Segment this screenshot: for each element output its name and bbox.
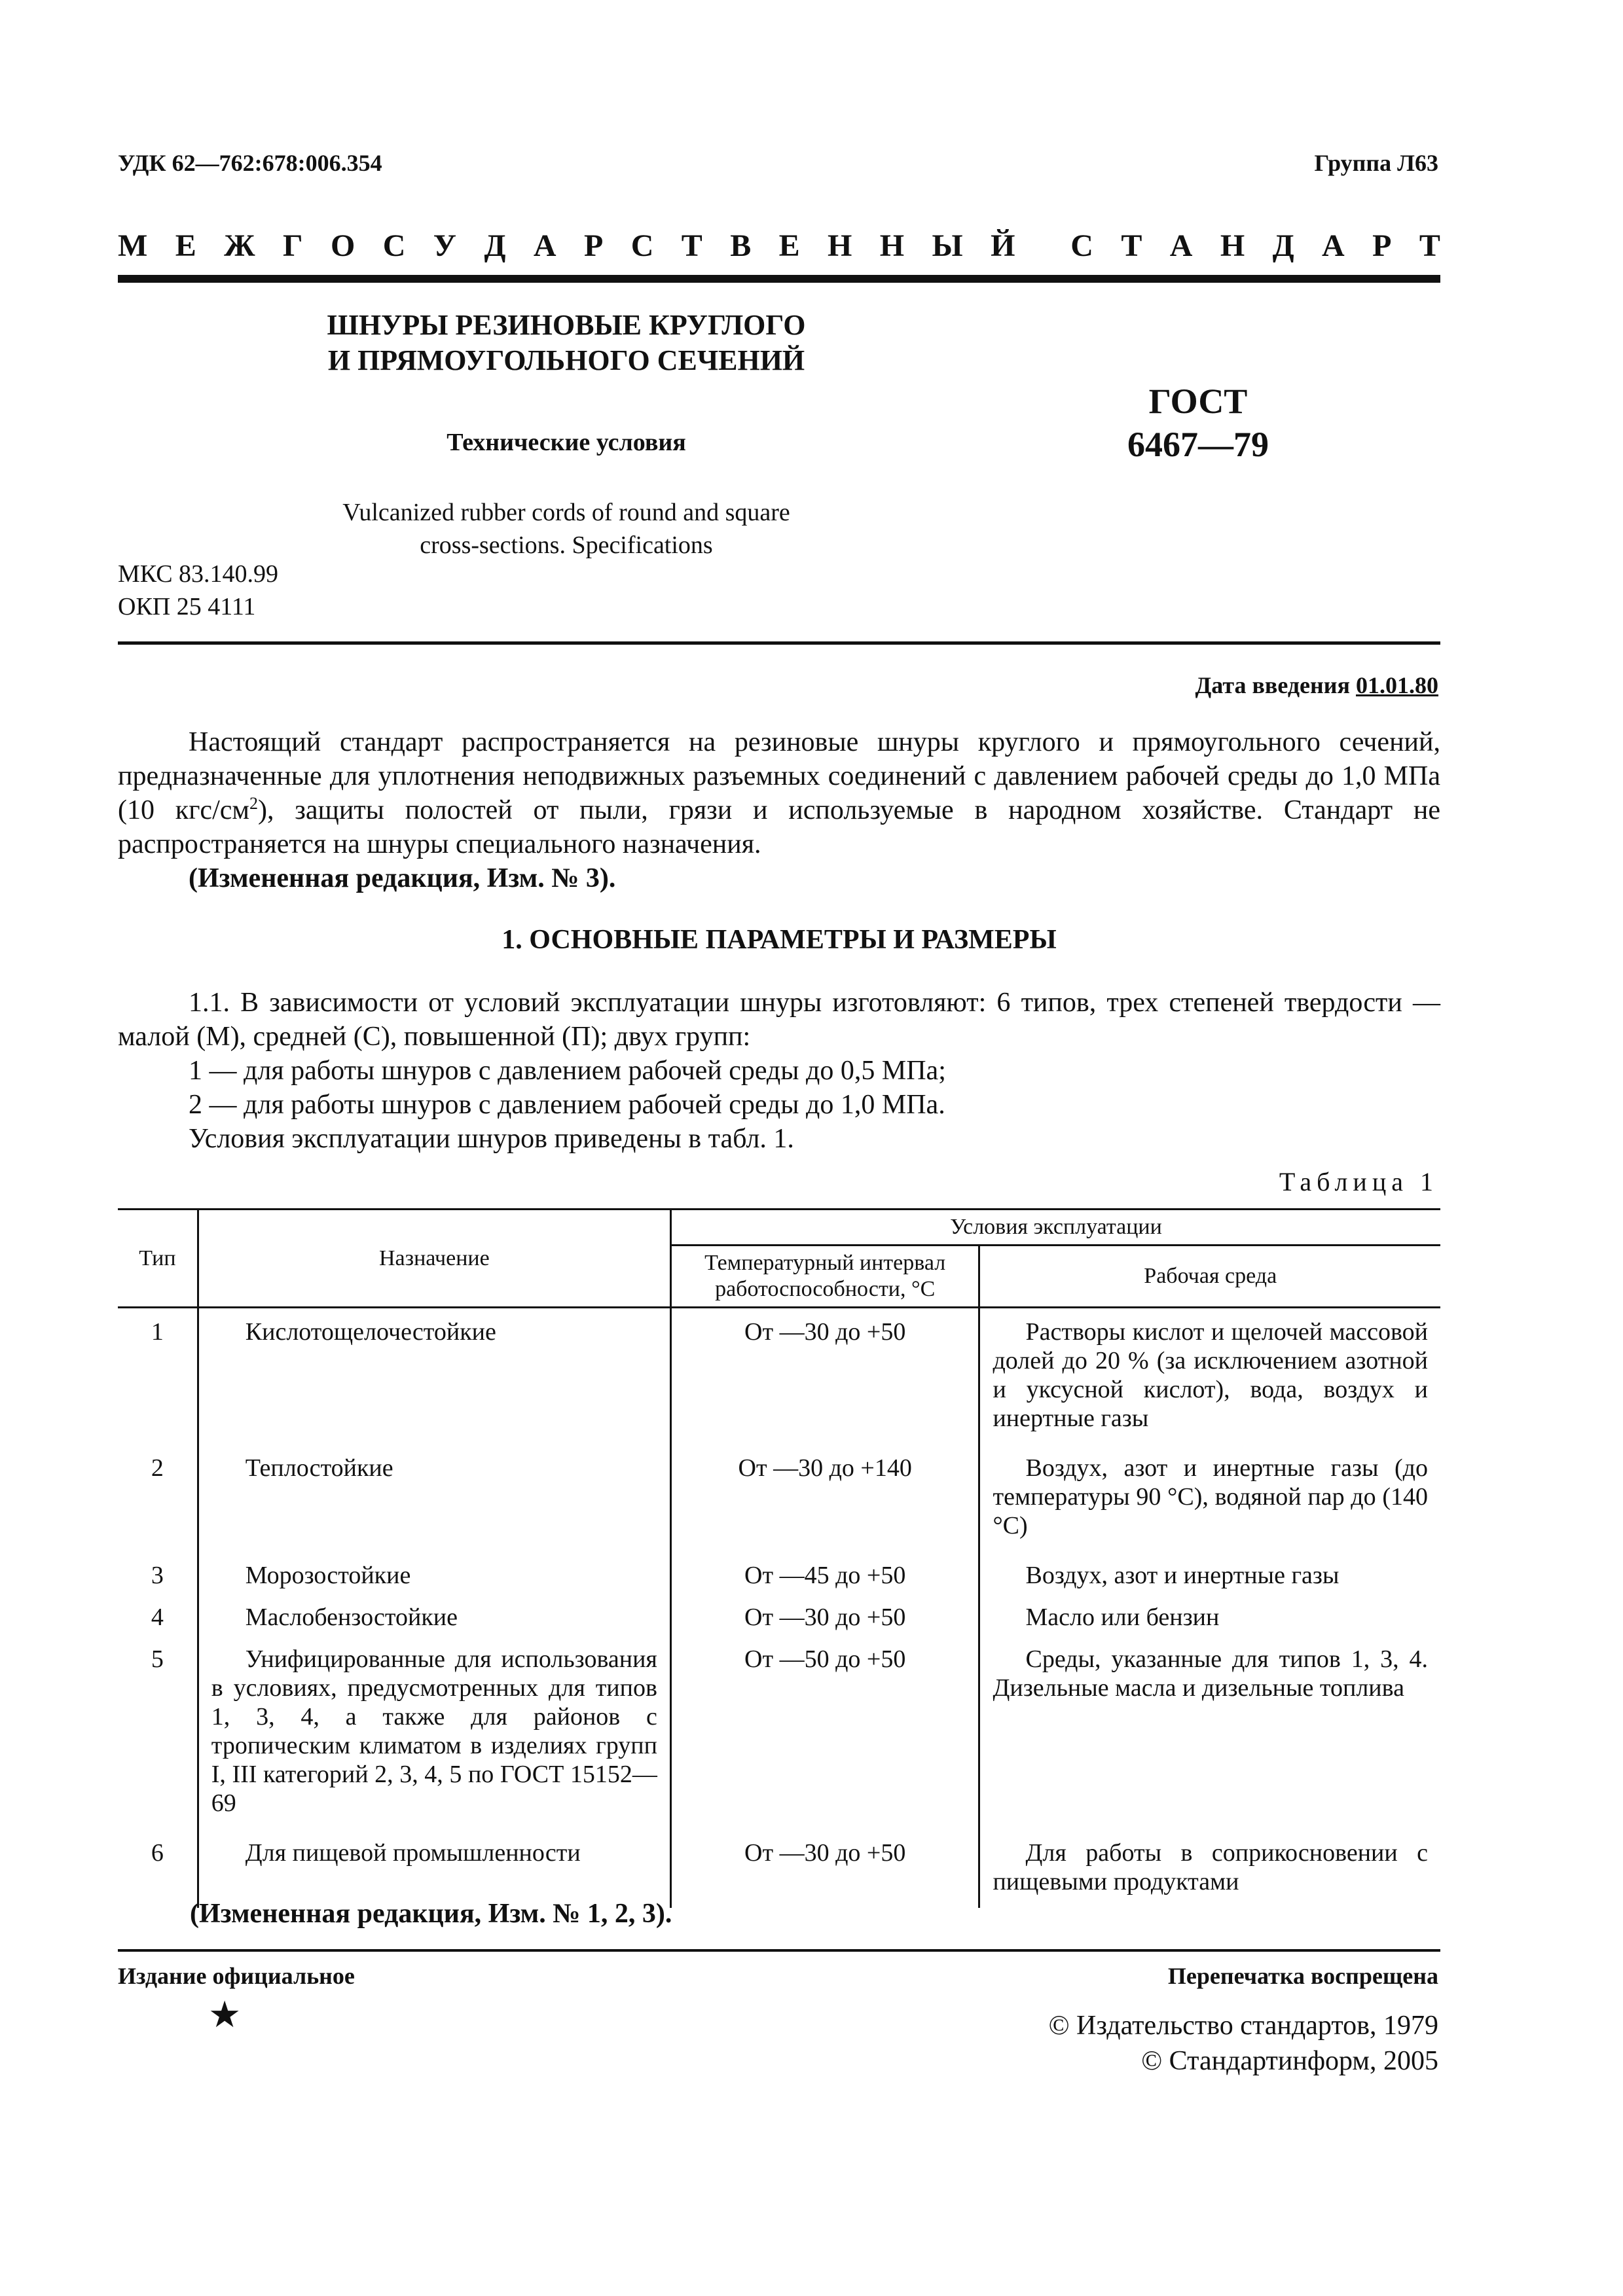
star-icon: ★ [208, 1995, 242, 2036]
english-title [262, 496, 871, 562]
scope-text-2: ), защиты полостей от пыли, грязи и используемые в народном хозяйстве. Стандарт не распространяется на шнуры специального назначения. [118, 795, 1440, 859]
introduction-date-label: Дата введения [1195, 672, 1356, 698]
heading-letter: С [630, 228, 654, 263]
heading-letter: В [730, 228, 752, 263]
classification-codes [118, 558, 278, 623]
heading-letter: О [330, 228, 356, 263]
table-1-label: Таблица 1 [1279, 1167, 1438, 1196]
heading-letter: Е [175, 228, 196, 263]
gost-label: ГОСТ [1148, 382, 1248, 421]
heading-letter: У [433, 228, 457, 263]
heading-letter: Й [991, 228, 1015, 263]
cell-purpose: Морозостойкие [245, 1562, 411, 1589]
heading-letter: Н [879, 228, 905, 263]
heading-letter: Т [1419, 228, 1440, 263]
amendment-note-2: (Измененная редакция, Изм. № 1, 2, 3). [190, 1899, 672, 1929]
clause-1-1: 1.1. В зависимости от условий эксплуатации шнуры изготовляют: 6 типов, трех степеней твердости — малой (М), средней (С), повышенной (П); двух групп: [118, 988, 1440, 1052]
title-subtitle: Технические условия [447, 429, 686, 456]
cell-purpose: Для пищевой промышленности [245, 1839, 581, 1867]
heading-letter: Н [1220, 228, 1245, 263]
heading-letter: С [1070, 228, 1093, 263]
okp-code: ОКП 25 4111 [118, 593, 256, 620]
copyright-block [1049, 2008, 1438, 2079]
cell-type: 5 [151, 1645, 164, 1673]
copyright-line-2: © Стандартинформ, 2005 [1141, 2046, 1438, 2076]
mks-code: МКС 83.140.99 [118, 560, 279, 588]
title-rule [118, 641, 1440, 645]
gost-number: 6467—79 [1127, 425, 1269, 464]
cell-type: 4 [151, 1604, 164, 1631]
cell-temp: От —30 до +140 [670, 1444, 979, 1552]
cell-type: 6 [151, 1839, 164, 1867]
section-1-title: 1. ОСНОВНЫЕ ПАРАМЕТРЫ И РАЗМЕРЫ [501, 925, 1057, 955]
cell-purpose: Кислотощелочестойкие [245, 1318, 496, 1346]
table-row [118, 1552, 1440, 1594]
cell-type: 2 [151, 1454, 164, 1482]
header-conditions: Условия эксплуатации [670, 1210, 1440, 1246]
official-edition: Издание официальное [118, 1963, 355, 1989]
udk-code: УДК 62—762:678:006.354 [118, 150, 382, 176]
cell-type: 1 [151, 1318, 164, 1346]
header-type: Тип [118, 1210, 198, 1308]
title-line-1: ШНУРЫ РЕЗИНОВЫЕ КРУГЛОГО [327, 309, 806, 341]
header-env: Рабочая среда [979, 1246, 1440, 1308]
footer-rule [118, 1949, 1440, 1952]
table-row [118, 1308, 1440, 1445]
heading-letter: Р [1372, 228, 1392, 263]
table-row [118, 1594, 1440, 1636]
standard-title-block [262, 308, 871, 562]
title-line-2: И ПРЯМОУГОЛЬНОГО СЕЧЕНИЙ [327, 344, 805, 376]
interstate-standard-heading [118, 228, 1440, 264]
scope-superscript: 2 [249, 794, 258, 813]
heading-letter: М [118, 228, 148, 263]
amendment-note-1: (Измененная редакция, Изм. № 3). [189, 863, 616, 893]
heading-letter: Ж [224, 228, 255, 263]
gost-designation [1087, 380, 1309, 466]
cell-env: Воздух, азот и инертные газы [1025, 1562, 1340, 1589]
cell-env: Масло или бензин [1025, 1604, 1220, 1631]
cell-env: Среды, указанные для типов 1, 3, 4. Дизельные масла и дизельные топлива [993, 1645, 1428, 1702]
introduction-date [1195, 672, 1439, 699]
cell-purpose: Маслобензостойкие [245, 1604, 458, 1631]
heading-letter: Р [583, 228, 604, 263]
heading-letter: Д [484, 228, 506, 263]
table-row [118, 1444, 1440, 1552]
heading-letter: Д [1272, 228, 1294, 263]
heading-letter: Т [1121, 228, 1142, 263]
cell-type: 3 [151, 1562, 164, 1589]
introduction-date-value: 01.01.80 [1356, 672, 1438, 698]
group-2-text: 2 — для работы шнуров с давлением рабочей среды до 1,0 МПа. [189, 1090, 945, 1120]
table-1 [118, 1208, 1440, 1908]
heading-letter: Ы [932, 228, 963, 263]
cell-temp: От —30 до +50 [670, 1308, 979, 1445]
table-header-row [118, 1210, 1440, 1246]
cell-temp: От —30 до +50 [670, 1829, 979, 1908]
copyright-line-1: © Издательство стандартов, 1979 [1048, 2011, 1438, 2041]
english-title-line-1: Vulcanized rubber cords of round and square [342, 499, 790, 526]
cell-temp: От —30 до +50 [670, 1594, 979, 1636]
cell-temp: От —50 до +50 [670, 1636, 979, 1829]
heading-letter: Н [828, 228, 852, 263]
header-temp: Температурный интервал работоспособности, °С [670, 1246, 979, 1308]
conditions-reference: Условия эксплуатации шнуров приведены в табл. 1. [189, 1124, 794, 1154]
cell-purpose: Унифицированные для использования в условиях, предусмотренных для типов 1, 3, 4, а также для районов с тропическим климатом в изделиях групп I, III категорий 2, 3, 4, 5 по ГОСТ 15152—69 [211, 1645, 657, 1817]
scope-text-1: Настоящий стандарт распространяется на резиновые шнуры круглого и прямоугольного сечений, предназначенные для уплотнения неподвижных разъемных соединений с давлением рабочей среды до 1,0 МПа (10 кгс/см [118, 727, 1440, 825]
cell-purpose: Теплостойкие [245, 1454, 393, 1482]
cell-env: Для работы в соприкосновении с пищевыми продуктами [993, 1839, 1428, 1895]
heading-letter: Т [681, 228, 702, 263]
header-purpose: Назначение [198, 1210, 670, 1308]
heading-letter: Г [283, 228, 303, 263]
reprint-prohibited: Перепечатка воспрещена [1167, 1963, 1438, 1989]
header-rule [118, 275, 1440, 283]
heading-letter: Е [778, 228, 800, 263]
english-title-line-2: cross-sections. Specifications [420, 531, 713, 559]
scope-paragraph [118, 725, 1440, 861]
table-row [118, 1829, 1440, 1908]
heading-letter: А [1169, 228, 1193, 263]
cell-env: Растворы кислот и щелочей массовой долей до 20 % (за исключением азотной и уксусной кислот), вода, воздух и инертные газы [993, 1318, 1428, 1432]
group-code: Группа Л63 [1314, 150, 1438, 176]
heading-letter: А [533, 228, 556, 263]
cell-env: Воздух, азот и инертные газы (до температуры 90 °С), водяной пар до (140 °С) [993, 1454, 1428, 1539]
cell-temp: От —45 до +50 [670, 1552, 979, 1594]
heading-letter: С [382, 228, 406, 263]
group-1-text: 1 — для работы шнуров с давлением рабочей среды до 0,5 МПа; [189, 1056, 946, 1086]
table-row [118, 1636, 1440, 1829]
heading-letter: А [1322, 228, 1345, 263]
